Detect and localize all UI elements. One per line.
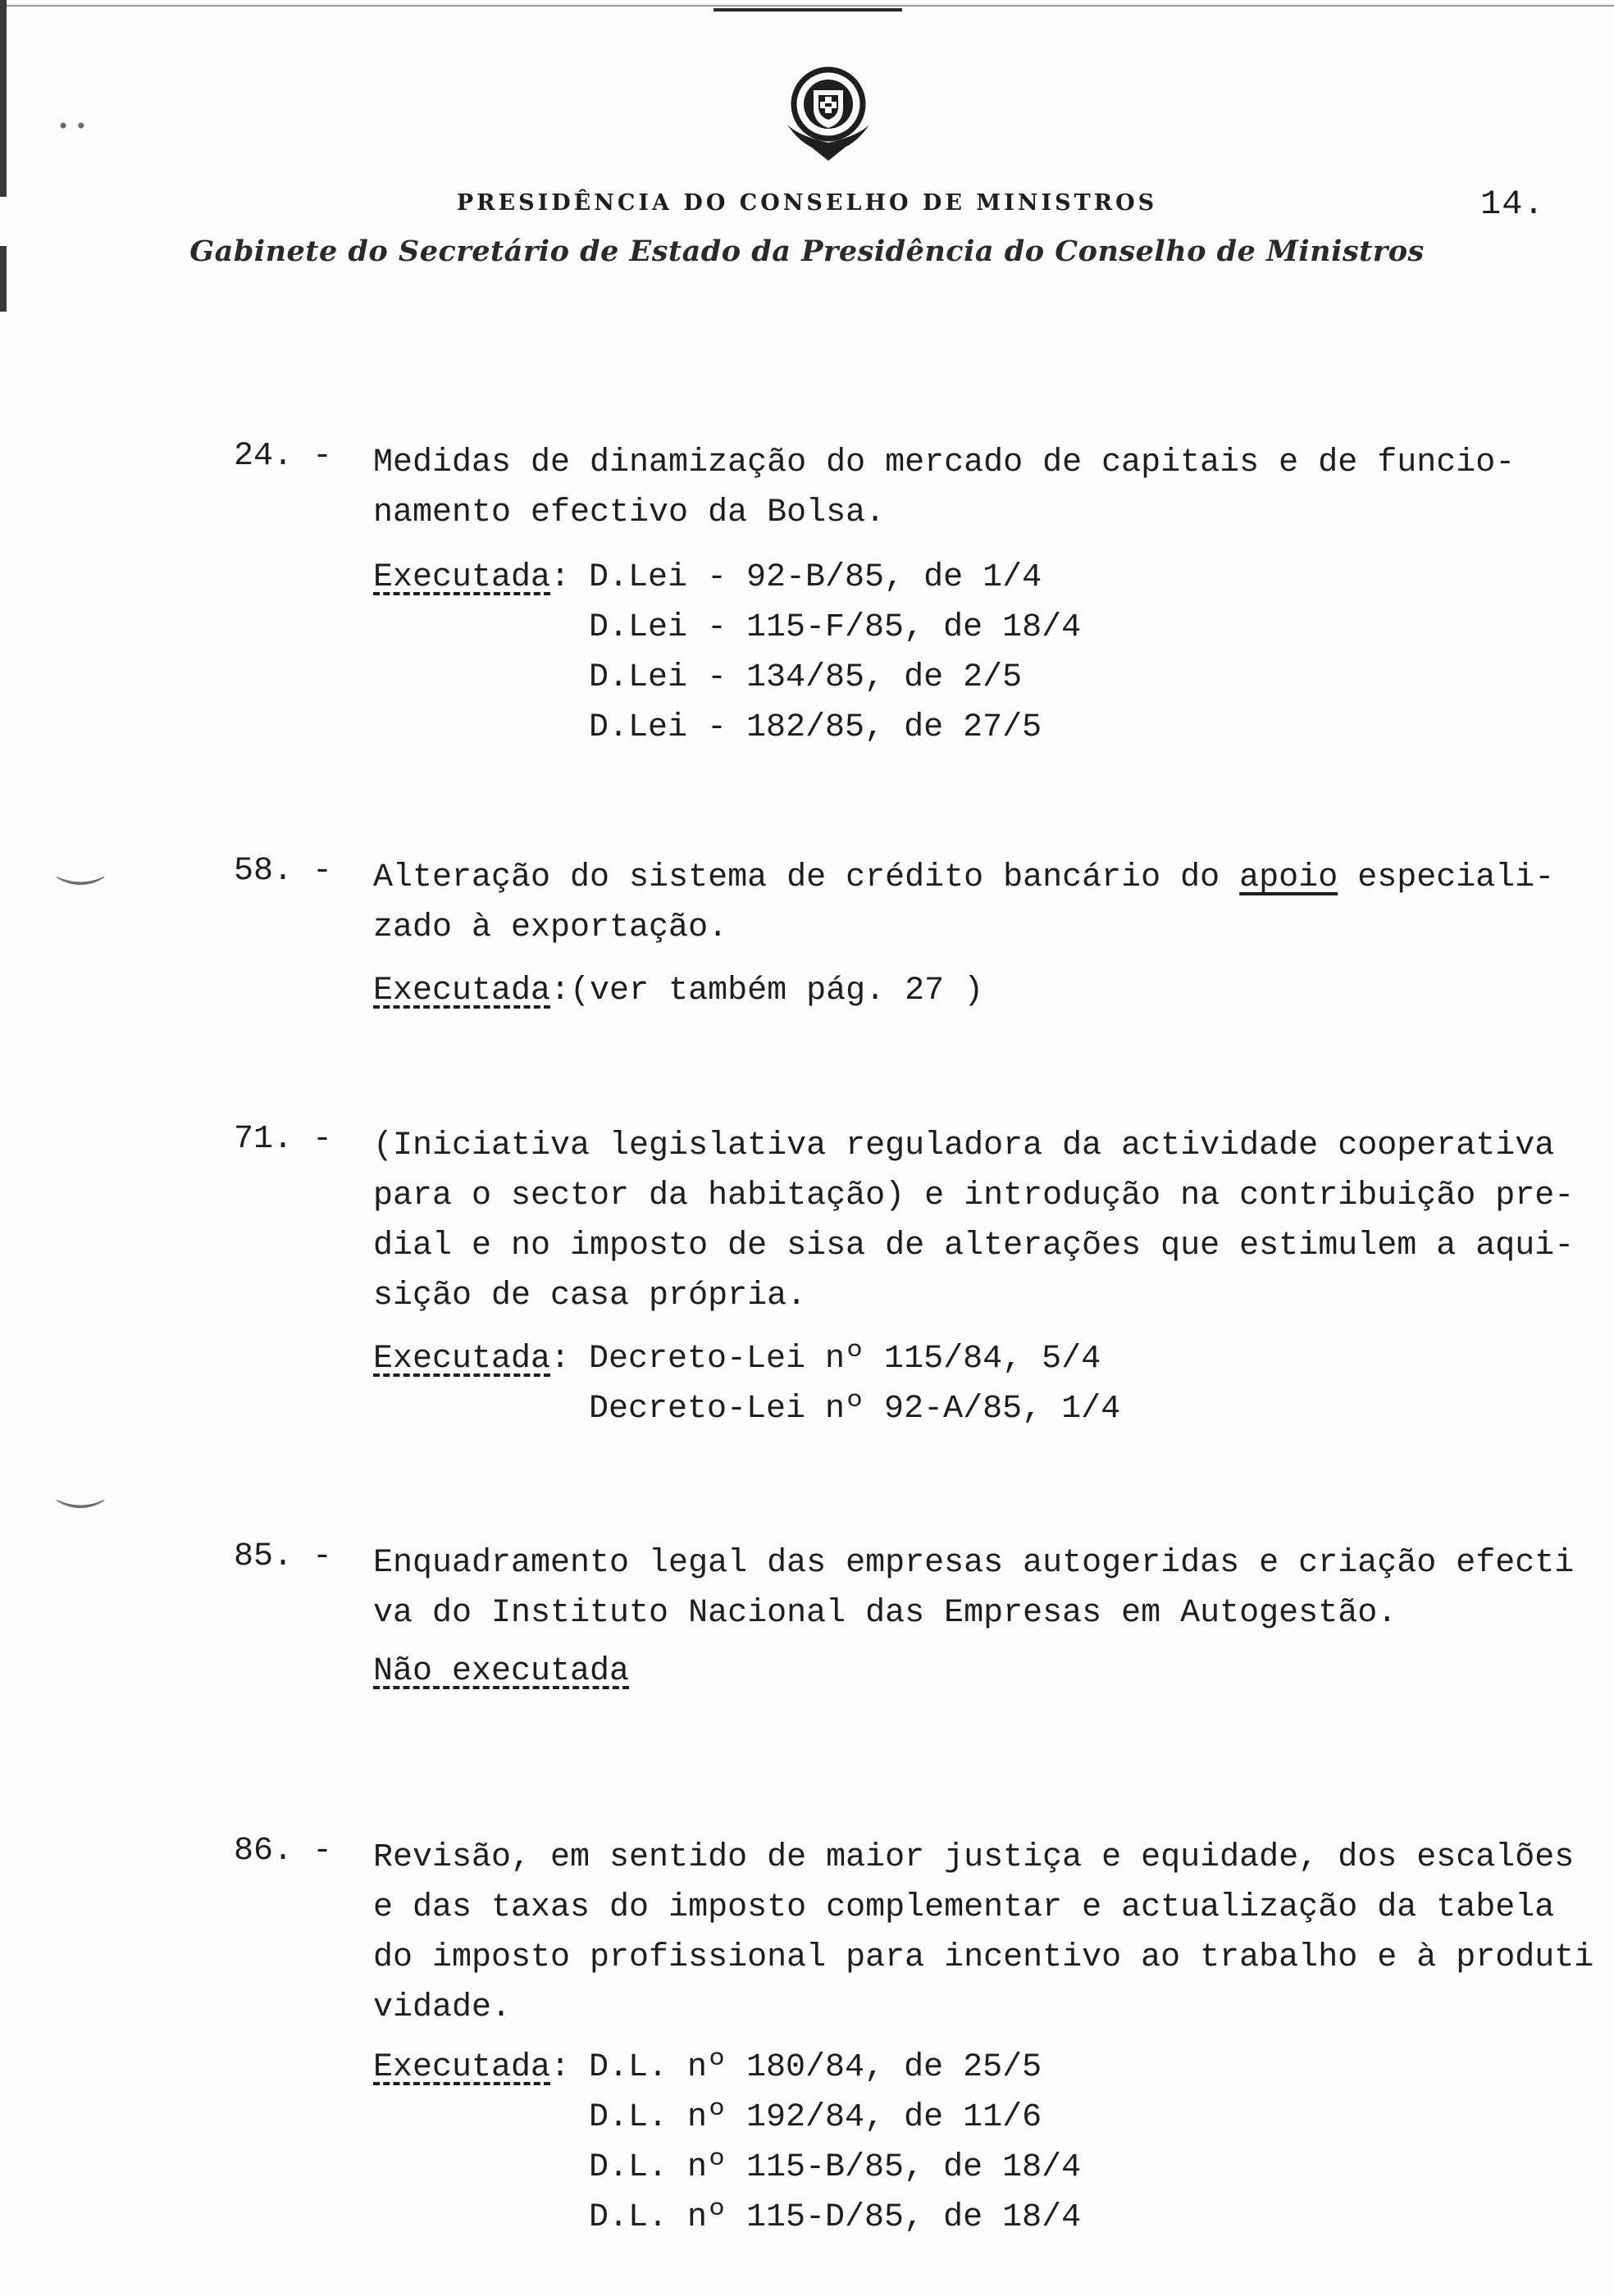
status-label: Executada bbox=[373, 2049, 551, 2086]
item-line: sição de casa própria. bbox=[373, 1278, 807, 1314]
item-number: 71. - bbox=[234, 1121, 333, 1158]
item-status bbox=[373, 1341, 570, 1378]
item-description bbox=[373, 1833, 1594, 2033]
item-line: zado à exportação. bbox=[373, 909, 728, 946]
crest-icon bbox=[771, 59, 886, 174]
legal-reference: Decreto-Lei nº 115/84, 5/4 bbox=[589, 1341, 1101, 1378]
item-line: va do Instituto Nacional das Empresas em Autogestão. bbox=[373, 1595, 1397, 1632]
item-number: 86. - bbox=[234, 1833, 333, 1870]
item-number: 58. - bbox=[234, 853, 333, 890]
cabinet-subtitle: Gabinete do Secretário de Estado da Presidência do Conselho de Ministros bbox=[189, 235, 1425, 268]
status-label: Executada bbox=[373, 1341, 551, 1378]
status-note: :(ver também pág. 27 ) bbox=[550, 973, 984, 1009]
item-line: do imposto profissional para incentivo ao trabalho e à produti bbox=[373, 1939, 1594, 1976]
punch-hole-mark: ⌒ bbox=[56, 1454, 105, 1511]
status-separator: : bbox=[550, 1341, 571, 1378]
item-line: vidade. bbox=[373, 1989, 512, 2026]
legal-reference: D.L. nº 115-D/85, de 18/4 bbox=[589, 2199, 1082, 2236]
item-description bbox=[373, 1121, 1587, 1321]
legal-reference: D.L. nº 192/84, de 11/6 bbox=[589, 2099, 1042, 2136]
legal-reference: Decreto-Lei nº 92-A/85, 1/4 bbox=[589, 1391, 1121, 1428]
item-line: Medidas de dinamização do mercado de capitais e de funcio- bbox=[373, 444, 1516, 481]
status-label: Executada bbox=[373, 973, 551, 1009]
item-line-part: Alteração do sistema de crédito bancário do bbox=[373, 859, 1240, 896]
letterhead: PRESIDÊNCIA DO CONSELHO DE MINISTROS bbox=[456, 190, 1158, 216]
item-status bbox=[373, 2049, 570, 2086]
item-line-part: especiali- bbox=[1338, 859, 1555, 896]
top-rule-accent bbox=[714, 8, 902, 11]
status-label: Não executada bbox=[373, 1653, 630, 1690]
legal-reference: D.Lei - 92-B/85, de 1/4 bbox=[589, 559, 1042, 596]
margin-mark: • • bbox=[57, 115, 87, 138]
item-line: para o sector da habitação) e introdução na contribuição pre- bbox=[373, 1178, 1575, 1214]
item-status bbox=[373, 973, 983, 1009]
item-line: namento efectivo da Bolsa. bbox=[373, 494, 886, 531]
item-description bbox=[373, 1538, 1587, 1638]
item-line: dial e no imposto de sisa de alterações que estimulem a aqui- bbox=[373, 1228, 1575, 1264]
status-separator: : bbox=[550, 2049, 571, 2086]
page-number: 14. bbox=[1480, 184, 1545, 224]
status-separator: : bbox=[550, 559, 571, 596]
legal-reference: D.L. nº 180/84, de 25/5 bbox=[589, 2049, 1042, 2086]
legal-reference: D.L. nº 115-B/85, de 18/4 bbox=[589, 2149, 1082, 2186]
legal-reference: D.Lei - 115-F/85, de 18/4 bbox=[589, 609, 1082, 646]
item-number: 24. - bbox=[234, 438, 333, 475]
item-description bbox=[373, 853, 1587, 953]
item-status bbox=[373, 559, 570, 596]
item-line: e das taxas do imposto complementar e actualização da tabela bbox=[373, 1889, 1555, 1926]
item-line: (Iniciativa legislativa reguladora da actividade cooperativa bbox=[373, 1128, 1555, 1164]
status-label: Executada bbox=[373, 559, 551, 596]
item-line: Enquadramento legal das empresas autogeridas e criação efecti bbox=[373, 1545, 1575, 1582]
item-number: 85. - bbox=[234, 1538, 333, 1575]
underlined-word: apoio bbox=[1239, 859, 1338, 896]
item-line bbox=[373, 853, 1587, 903]
punch-hole-mark: ⌒ bbox=[56, 831, 105, 888]
legal-reference: D.Lei - 182/85, de 27/5 bbox=[589, 709, 1042, 746]
legal-reference: D.Lei - 134/85, de 2/5 bbox=[589, 659, 1023, 696]
scan-edge bbox=[0, 0, 7, 197]
item-description bbox=[373, 438, 1587, 538]
top-rule bbox=[0, 5, 1614, 7]
item-line: Revisão, em sentido de maior justiça e equidade, dos escalões bbox=[373, 1839, 1575, 1876]
item-status bbox=[373, 1653, 629, 1690]
